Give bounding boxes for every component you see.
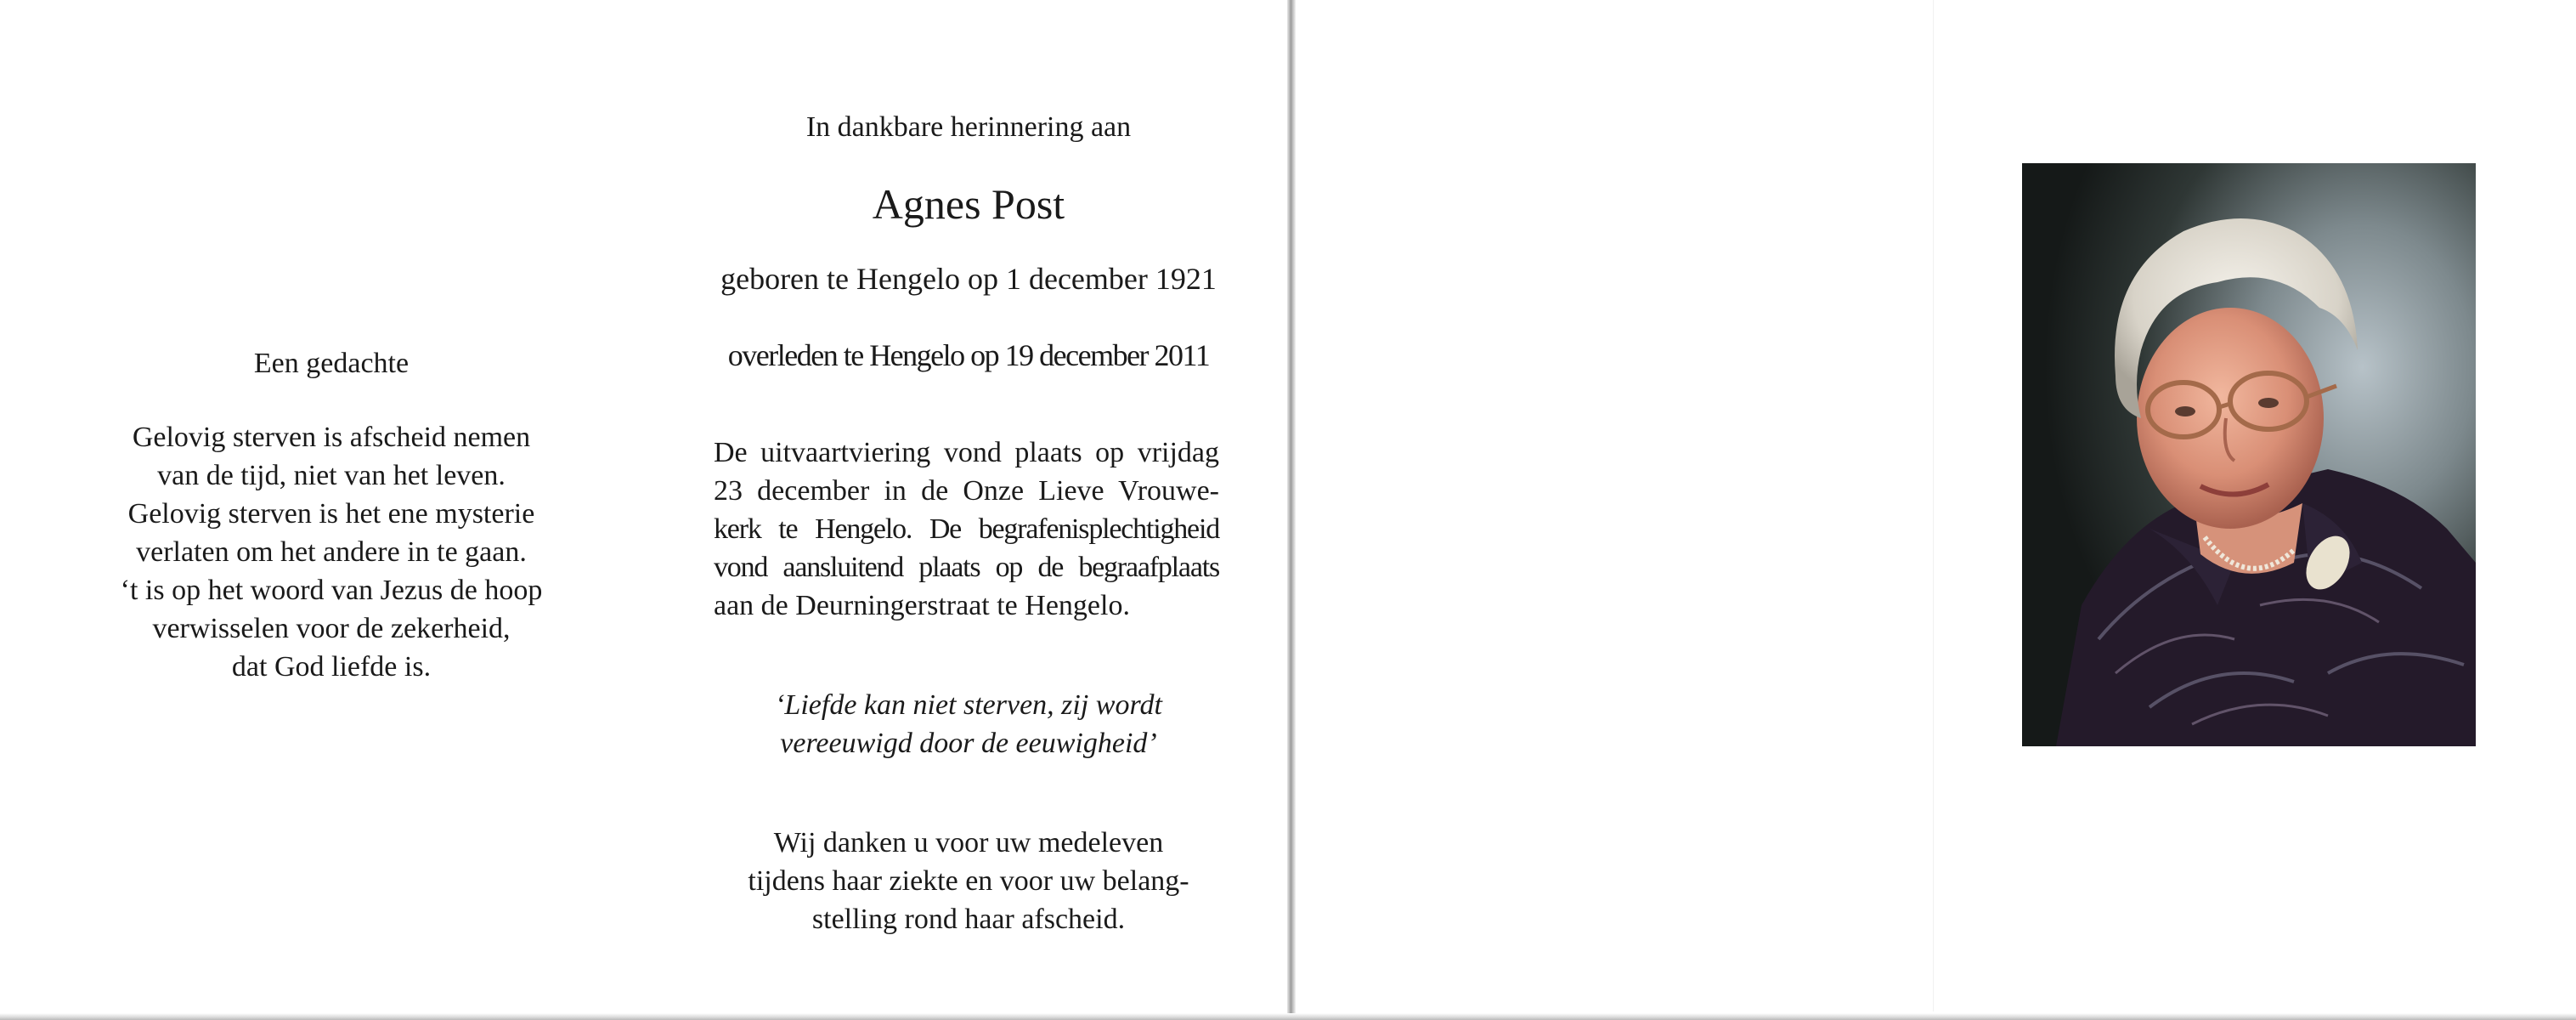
poem-line: verwisselen voor de zekerheid, [152, 613, 511, 644]
poem-line: dat God liefde is. [231, 651, 432, 683]
thanks-line: tijdens haar ziekte en voor uw belang- [748, 865, 1189, 897]
memorial-quote [697, 686, 1240, 762]
funeral-line: De uitvaartviering vond plaats op vrijdag [714, 437, 1219, 468]
poem-block [81, 344, 582, 686]
poem-line: verlaten om het andere in te gaan. [136, 536, 527, 568]
card-left-sheet [0, 0, 1287, 1020]
thanks-note [697, 824, 1240, 938]
portrait-photo [2022, 163, 2476, 746]
death-line: overleden te Hengelo op 19 december 2011 [727, 338, 1210, 372]
memorial-text-block [697, 102, 1240, 938]
funeral-line: aan de Deurningerstraat te Hengelo. [714, 590, 1130, 621]
funeral-details [697, 434, 1240, 625]
inner-fold-line [1933, 0, 1934, 1012]
quote-line: vereeuwigd door de eeuwigheid’ [780, 728, 1157, 759]
poem-line: Gelovig sterven is het ene mysterie [127, 498, 535, 530]
deceased-name: Agnes Post [872, 180, 1065, 228]
memorial-intro: In dankbare herinnering aan [805, 111, 1132, 143]
funeral-line: kerk te Hengelo. De begrafenisplechtigheid [714, 513, 1219, 545]
birth-line: geboren te Hengelo op 1 december 1921 [720, 262, 1217, 296]
funeral-line: 23 december in de Onze Lieve Vrouwe- [714, 475, 1219, 507]
thanks-line: stelling rond haar afscheid. [811, 904, 1126, 935]
poem-line: Gelovig sterven is afscheid nemen [132, 422, 531, 453]
card-bottom-edge [0, 1013, 2576, 1020]
portrait-photo-icon [2022, 163, 2476, 746]
thanks-line: Wij danken u voor uw medeleven [773, 827, 1164, 858]
quote-line: ‘Liefde kan niet sterven, zij wordt [775, 689, 1162, 721]
poem-line: ‘t is op het woord van Jezus de hoop [120, 575, 543, 606]
card-fold-shadow [1287, 0, 1296, 1020]
poem-title: Een gedachte [253, 348, 410, 379]
funeral-line: vond aansluitend plaats op de begraafplaats [714, 552, 1219, 583]
poem-line: van de tijd, niet van het leven. [157, 460, 506, 491]
